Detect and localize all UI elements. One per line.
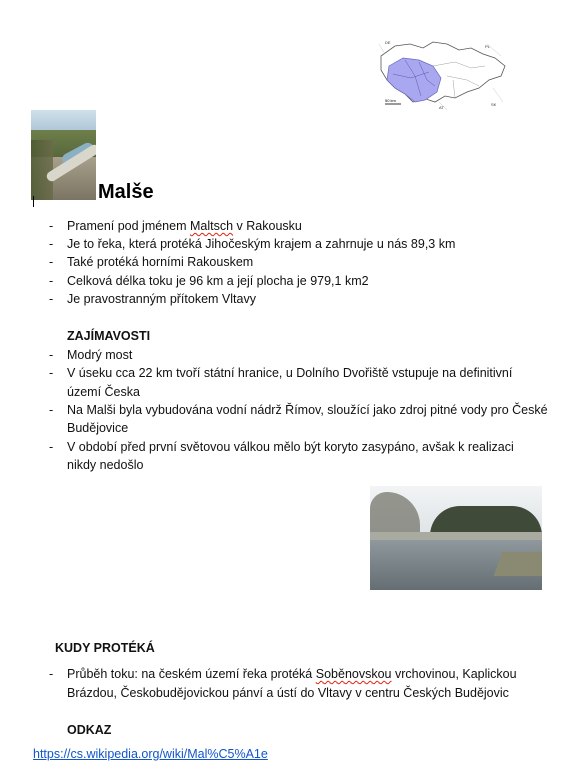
list-bullet: - [49, 403, 54, 417]
list-bullet: - [49, 237, 54, 251]
map-label-sk: SK [491, 102, 497, 107]
list-bullet: - [49, 255, 54, 269]
map-label-de: DE [385, 40, 391, 45]
list-item: V úseku cca 22 km tvoří státní hranice, u Dolního Dvořiště vstupuje na definitivní [67, 366, 513, 380]
section-heading-zajimavosti: ZAJÍMAVOSTI [67, 329, 151, 343]
list-bullet: - [49, 366, 54, 380]
text-cursor [33, 196, 34, 207]
list-item: Také protéká horními Rakouskem [67, 255, 254, 269]
list-item: Je pravostranným přítokem Vltavy [67, 292, 256, 306]
river-photo [370, 486, 542, 590]
document-title: Malše [98, 181, 154, 203]
list-item-continuation: území Česka [67, 385, 140, 399]
list-item-continuation: nikdy nedošlo [67, 458, 144, 472]
section-heading-kudy-proteka: KUDY PROTÉKÁ [55, 641, 155, 655]
spelling-flagged-word[interactable]: Soběnovskou [315, 667, 392, 681]
list-item: V období před první světovou válkou mělo být koryto zasypáno, avšak k realizaci [67, 440, 514, 454]
map-label-pl: PL [485, 44, 490, 49]
list-item: Modrý most [67, 348, 133, 362]
list-item: Je to řeka, která protéká Jihočeským krajem a zahrnuje u nás 89,3 km [67, 237, 456, 251]
wikipedia-link[interactable]: https://cs.wikipedia.org/wiki/Mal%C5%A1e [33, 747, 268, 761]
list-bullet: - [49, 274, 54, 288]
list-item: Na Malši byla vybudována vodní nádrž Římov, sloužící jako zdroj pitné vody pro České [67, 403, 548, 417]
list-bullet: - [49, 440, 54, 454]
list-item: Pramení pod jménem Maltsch v Rakousku [67, 219, 302, 233]
list-item-continuation: Brázdou, Českobudějovickou pánví a ústí do Vltavy v centru Českých Budějovic [67, 686, 509, 700]
list-item-continuation: Budějovice [67, 421, 129, 435]
list-bullet: - [49, 219, 54, 233]
list-item: Celková délka toku je 96 km a její plocha je 979,1 km2 [67, 274, 369, 288]
section-heading-odkaz: ODKAZ [67, 723, 112, 737]
list-item: Průběh toku: na českém území řeka protéká Soběnovskou vrchovinou, Kaplickou [67, 667, 517, 681]
map-label-at: AT [439, 105, 444, 110]
czech-map-image [375, 36, 510, 112]
river-valley-photo [31, 110, 96, 200]
list-bullet: - [49, 292, 54, 306]
map-scale-label: 50 km [385, 98, 396, 103]
spelling-flagged-word[interactable]: Maltsch [189, 219, 234, 233]
list-bullet: - [49, 348, 54, 362]
list-bullet: - [49, 667, 54, 681]
